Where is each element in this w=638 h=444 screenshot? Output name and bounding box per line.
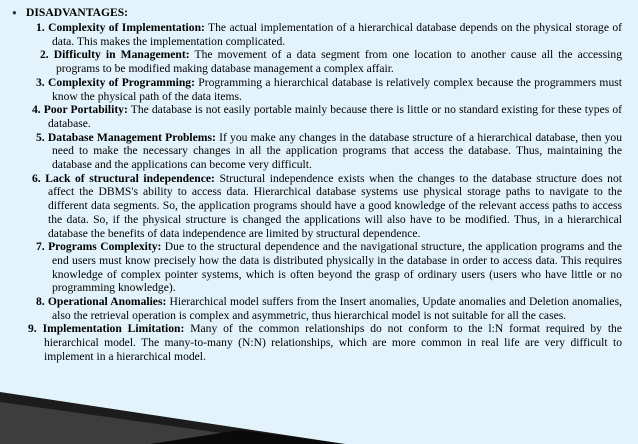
item-label: 4. Poor Portability: — [32, 103, 128, 117]
list-item — [28, 322, 622, 363]
section-heading: DISADVANTAGES: — [26, 6, 129, 19]
wedge-tip — [150, 430, 345, 444]
wedge-dark — [0, 392, 345, 444]
disadvantages-list — [28, 21, 622, 364]
item-label: 2. Difficulty in Management: — [40, 48, 190, 62]
item-text: Programming a hierarchical database is relatively complex because the programmers must know the physical path of the data items. — [52, 75, 622, 103]
item-label: 5. Database Management Problems: — [36, 130, 216, 144]
list-item — [36, 21, 622, 48]
item-text: If you make any changes in the database structure of a hierarchical database, then you need to make the necessary changes in all the application programs that access the database. Thus, maintaining the database and the applications can become very difficult. — [52, 130, 622, 172]
wedge-shade — [0, 402, 300, 444]
heading-row — [12, 6, 128, 20]
item-text: The database is not easily portable mainly because there is little or no standard existing for these types of database. — [48, 103, 622, 130]
item-label: 7. Programs Complexity: — [36, 240, 162, 254]
list-item — [36, 76, 622, 103]
item-text: Structural independence exists when the changes to the database structure does not affect the DBMS's ability to access data. Hierarchical database systems use physical storage paths to navigate to the different data segments. So, the application programs should have a good knowledge of the relevant access paths to access the data. So, if the physical structure is changed the applications will also have to be modified. Thus, in a hierarchical database the benefits of data independence are limited by structural dependence. — [48, 171, 622, 240]
item-label: 8. Operational Anomalies: — [36, 295, 167, 309]
bullet-icon: ● — [12, 8, 17, 18]
item-text: Due to the structural dependence and the navigational structure, the application programs and the end users must know precisely how the data is distributed physically in the database in order to access data. This requires knowledge of complex pointer systems, which is often beyond the grasp of ordinary users (users who have little or no programming knowledge). — [52, 240, 622, 295]
item-label: 1. Complexity of Implementation: — [36, 21, 205, 34]
list-item — [32, 103, 622, 130]
item-text: The actual implementation of a hierarchical database depends on the physical storage of data. This makes the implementation complicated. — [52, 21, 622, 48]
item-text: Many of the common relationships do not conform to the l:N format required by the hierarchical model. The many-to-many (N:N) relationships, which are more common in real life are very difficult to implement in a hierarchical model. — [44, 322, 622, 363]
item-text: The movement of a data segment from one location to another cause all the accessing programs to be modified making database management a complex affair. — [56, 48, 622, 76]
item-label: 3. Complexity of Programming: — [36, 75, 195, 89]
item-label: 9. Implementation Limitation: — [28, 322, 185, 336]
list-item — [36, 295, 622, 322]
item-text: Hierarchical model suffers from the Insert anomalies, Update anomalies and Deletion anomalies, also the retrieval operation is complex and asymmetric, thus hierarchical model is not suitable for all the cases. — [52, 295, 622, 322]
list-item — [32, 172, 622, 241]
list-item — [36, 131, 622, 172]
item-label: 6. Lack of structural independence: — [32, 171, 215, 185]
list-item — [40, 48, 622, 75]
list-item — [36, 240, 622, 295]
